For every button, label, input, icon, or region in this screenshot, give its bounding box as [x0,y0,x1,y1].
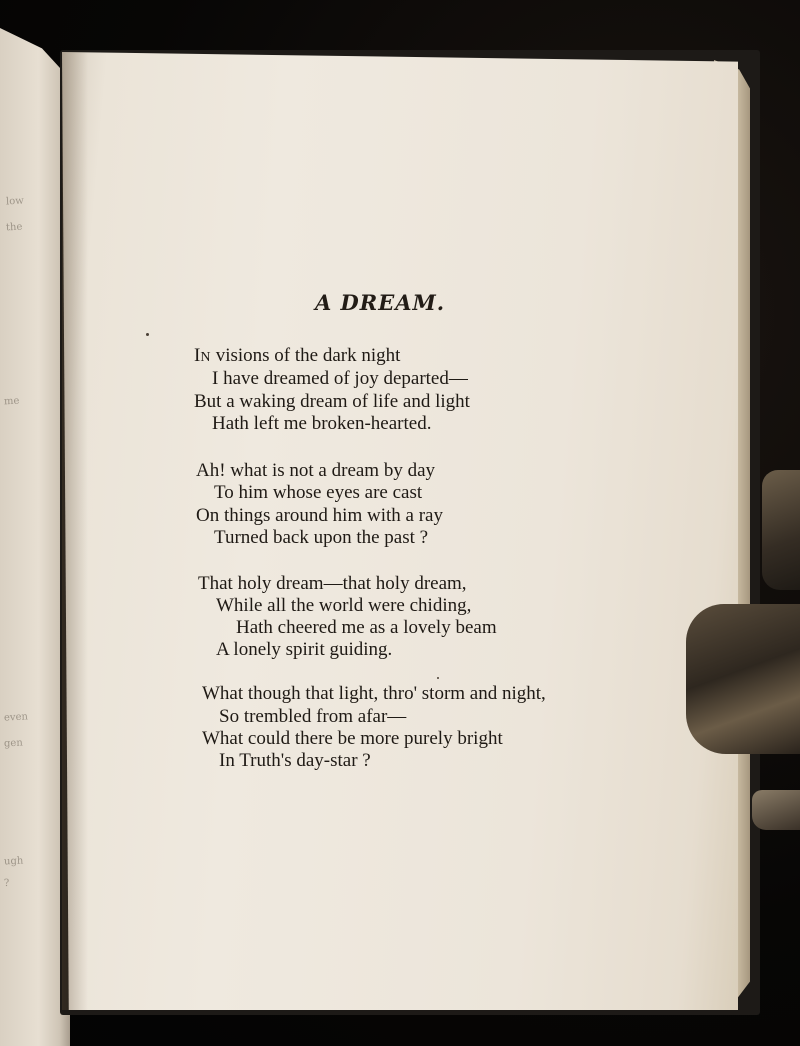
poem-line: What could there be more purely bright [202,728,503,749]
facing-page-fragment: low [5,195,25,208]
poem-line: In Truth's day-star ? [219,750,371,771]
small-caps-letters: N [200,350,211,365]
facing-page-fragment: gen [3,737,24,750]
poem-line: I have dreamed of joy departed— [212,368,468,389]
facing-page-fragment: ? [3,877,10,890]
facing-page-fragment: me [3,395,20,408]
poem-line: Turned back upon the past ? [214,527,429,548]
poem-line: On things around him with a ray [196,505,443,526]
poem-line: So trembled from afar— [219,706,407,727]
facing-page-fragment: even [3,711,29,724]
paper-speck [437,677,439,679]
page-clip-upper [762,470,800,590]
poem-line: That holy dream—that holy dream, [198,573,467,594]
poem-line: Hath cheered me as a lovely beam [236,617,497,638]
page-clip [686,604,800,754]
poem-line [194,345,400,367]
gutter-shadow [62,52,88,1010]
poem-line: To him whose eyes are cast [214,482,423,503]
facing-page-fragment: the [5,221,23,234]
page-clip-lower [752,790,800,830]
first-line-text: visions of the dark night [210,345,401,366]
poem-line: While all the world were chiding, [216,595,472,616]
poem-line: A lonely spirit guiding. [216,639,393,660]
paper-speck [146,333,149,336]
poem-line: But a waking dream of life and light [194,391,470,412]
poem-line: Ah! what is not a dream by day [196,460,436,481]
facing-page-fragment: ugh [3,855,24,868]
drop-initial: I [194,345,201,366]
poem-title: A DREAM. [314,290,446,315]
poem-line: Hath left me broken-hearted. [212,413,432,434]
poem-line: What though that light, thro' storm and night, [202,683,546,704]
